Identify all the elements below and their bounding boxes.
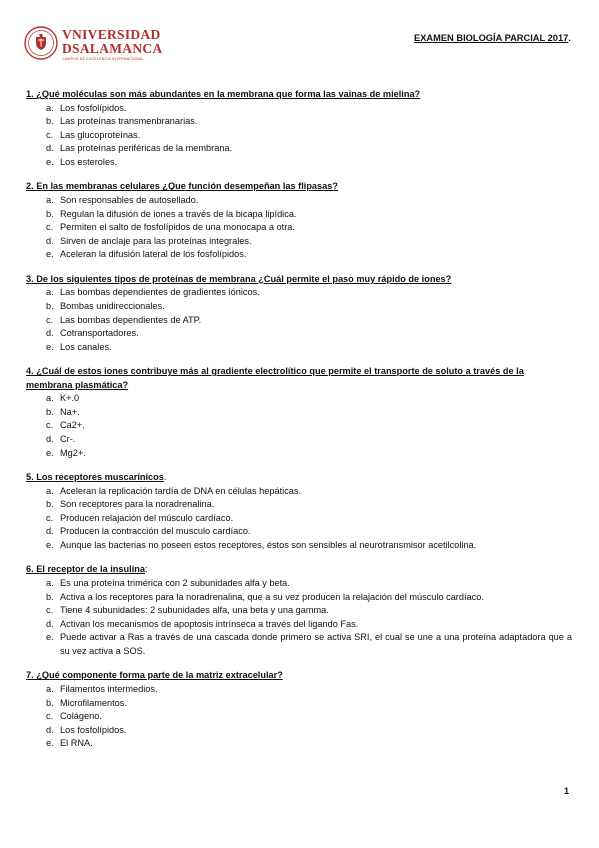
answer-option — [26, 591, 572, 605]
answer-option — [26, 156, 572, 170]
option-letter: b. — [46, 300, 54, 311]
answer-option — [26, 618, 572, 632]
university-logo — [24, 26, 163, 66]
option-text: Producen la contracción del musculo cardíaco. — [60, 526, 251, 537]
option-letter: d. — [46, 618, 54, 629]
question-1 — [26, 88, 572, 170]
options-list — [26, 194, 572, 262]
option-text: Sirven de anclaje para las proteínas integrales. — [60, 235, 252, 246]
question-5 — [26, 471, 572, 553]
option-letter: e. — [46, 738, 54, 749]
option-letter: b. — [46, 499, 54, 510]
option-letter: c. — [46, 314, 54, 325]
option-text: Puede activar a Ras a través de una cascada donde primero se activa SRI, el cual se une a una proteína adaptadora que a su vez activa a SOS. — [60, 632, 572, 656]
exam-title-text: EXAMEN BIOLOGÍA PARCIAL 2017 — [414, 33, 569, 43]
option-letter: a. — [46, 485, 54, 496]
logo-text-line1: VNIVERSIDAD — [62, 27, 161, 42]
answer-option — [26, 406, 572, 420]
option-letter: d. — [46, 143, 54, 154]
option-letter: d. — [46, 235, 54, 246]
option-letter: e. — [46, 341, 54, 352]
option-text: Las bombas dependientes de ATP. — [60, 314, 202, 325]
option-letter: b. — [46, 208, 54, 219]
option-text: Tiene 4 subunidades: 2 subunidades alfa, una beta y una gamma. — [60, 605, 329, 616]
option-letter: d. — [46, 434, 54, 445]
option-text: Son responsables de autosellado. — [60, 194, 199, 205]
question-title-text: 4. ¿Cuál de estos iones contribuye más al gradiente electrolítico que permite el transporte de soluto a través de la membrana plasmática? — [26, 366, 524, 390]
answer-option — [26, 208, 572, 222]
options-list — [26, 485, 572, 553]
option-letter: d. — [46, 526, 54, 537]
option-text: Bombas unidireccionales. — [60, 300, 165, 311]
answer-option — [26, 248, 572, 262]
option-text: Activan los mecanismos de apoptosis intrínseca a través del ligando Fas. — [60, 618, 359, 629]
answer-option — [26, 433, 572, 447]
option-text: Aceleran la replicación tardía de DNA en células hepáticas. — [60, 485, 302, 496]
answer-option — [26, 631, 572, 658]
question-4 — [26, 365, 572, 460]
answer-option — [26, 102, 572, 116]
question-7 — [26, 669, 572, 751]
answer-option — [26, 300, 572, 314]
answer-option — [26, 485, 572, 499]
question-3 — [26, 273, 572, 355]
option-letter: e. — [46, 540, 54, 550]
answer-option — [26, 194, 572, 208]
option-text: Aunque las bacterias no poseen estos receptores, éstos son sensibles al neurotransmisor acetilcolina. — [60, 540, 477, 550]
answer-option — [26, 286, 572, 300]
option-text: Los canales. — [60, 341, 112, 352]
option-letter: c. — [46, 222, 54, 233]
option-letter: a. — [46, 577, 54, 588]
answer-option — [26, 419, 572, 433]
question-title-text: 2. En las membranas celulares ¿Que función desempeñan las flipasas? — [26, 181, 338, 192]
option-text: Na+. — [60, 406, 80, 417]
question-title — [26, 273, 572, 287]
option-letter: e. — [46, 249, 54, 260]
question-title — [26, 180, 572, 194]
option-text: Las glucoproteínas. — [60, 129, 141, 140]
option-letter: a. — [46, 287, 54, 298]
options-list — [26, 683, 572, 751]
question-title-suffix: . — [163, 472, 167, 483]
option-text: Producen relajación del músculo cardíaco. — [60, 512, 234, 523]
answer-option — [26, 577, 572, 591]
options-list — [26, 392, 572, 460]
option-text: Permiten el salto de fosfolípidos de una monocapa a otra. — [60, 222, 295, 233]
option-letter: c. — [46, 711, 54, 722]
option-text: Aceleran la difusión lateral de los fosfolípidos. — [60, 249, 247, 260]
option-letter: e. — [46, 156, 54, 167]
option-letter: b. — [46, 697, 54, 708]
option-text: Regulan la difusión de iones a través de la bicapa lipídica. — [60, 208, 297, 219]
answer-option — [26, 115, 572, 129]
option-text: Filamentos intermedios. — [60, 683, 158, 694]
question-title-text: 3. De los siguientes tipos de proteínas de membrana ¿Cuál permite el paso muy rápido de iones? — [26, 273, 452, 284]
option-text: Son receptores para la noradrenalina. — [60, 499, 215, 510]
question-title-text: 1. ¿Qué moléculas son más abundantes en la membrana que forma las vainas de mielina? — [26, 89, 421, 99]
options-list — [26, 102, 572, 170]
option-text: Mg2+. — [60, 447, 86, 458]
question-title-suffix: : — [144, 564, 148, 575]
question-6 — [26, 563, 572, 658]
answer-option — [26, 512, 572, 526]
option-letter: c. — [46, 420, 54, 431]
question-title — [26, 669, 572, 683]
option-text: Las proteínas periféricas de la membrana. — [60, 143, 233, 154]
answer-option — [26, 498, 572, 512]
answer-option — [26, 604, 572, 618]
question-title — [26, 471, 572, 485]
answer-option — [26, 539, 572, 553]
university-crest-icon — [24, 26, 58, 60]
answer-option — [26, 525, 572, 539]
answer-option — [26, 697, 572, 711]
question-title-text: 5. Los receptores muscarínicos — [26, 472, 164, 483]
option-text: K+.0 — [60, 393, 80, 404]
answer-option — [26, 341, 572, 355]
page-number: 1 — [564, 786, 570, 796]
answer-option — [26, 724, 572, 738]
option-letter: a. — [46, 102, 54, 113]
answer-option — [26, 683, 572, 697]
answer-option — [26, 710, 572, 724]
answer-option — [26, 314, 572, 328]
exam-title — [414, 33, 571, 43]
option-text: Cotransportadores. — [60, 328, 139, 339]
answer-option — [26, 447, 572, 461]
option-letter: b. — [46, 406, 54, 417]
option-letter: a. — [46, 393, 54, 404]
option-letter: e. — [46, 632, 54, 643]
option-letter: b. — [46, 116, 54, 127]
option-text: Las proteínas transmenbranarias. — [60, 116, 198, 127]
option-text: Ca2+. — [60, 420, 85, 431]
answer-option — [26, 327, 572, 341]
option-letter: e. — [46, 447, 54, 458]
answer-option — [26, 221, 572, 235]
question-title-text: 6. El receptor de la insulina — [26, 564, 145, 575]
answer-option — [26, 737, 572, 751]
answer-option — [26, 142, 572, 156]
options-list — [26, 286, 572, 354]
option-text: Los esteroles. — [60, 156, 118, 167]
logo-subtitle: CAMPUS DE EXCELENCIA INTERNACIONAL — [62, 57, 144, 61]
option-letter: d. — [46, 724, 54, 735]
question-title — [26, 365, 572, 392]
option-text: Es una proteína trimérica con 2 subunidades alfa y beta. — [60, 577, 290, 588]
option-letter: c. — [46, 605, 54, 616]
exam-title-suffix: . — [568, 33, 571, 43]
answer-option — [26, 392, 572, 406]
option-text: Microfilamentos. — [60, 697, 127, 708]
option-letter: a. — [46, 194, 54, 205]
option-text: Activa a los receptores para la noradrenalina, que a su vez producen la relajación del músculo cardíaco. — [60, 591, 484, 602]
options-list — [26, 577, 572, 659]
option-text: El RNA. — [60, 738, 93, 749]
option-letter: b. — [46, 591, 54, 602]
option-text: Colágeno. — [60, 711, 102, 722]
option-text: Cr-. — [60, 434, 76, 445]
answer-option — [26, 235, 572, 249]
option-text: Los fosfolípidos. — [60, 102, 127, 113]
question-title — [26, 88, 572, 102]
option-text: Los fosfolípidos. — [60, 724, 127, 735]
question-title — [26, 563, 572, 577]
questions-list — [26, 88, 572, 762]
question-title-text: 7. ¿Qué componente forma parte de la matriz extracelular? — [26, 670, 283, 681]
option-letter: d. — [46, 328, 54, 339]
answer-option — [26, 129, 572, 143]
option-letter: a. — [46, 683, 54, 694]
logo-text-line2: DSALAMANCA — [62, 41, 163, 56]
option-text: Las bombas dependientes de gradientes iónicos. — [60, 287, 260, 298]
question-2 — [26, 180, 572, 262]
option-letter: c. — [46, 512, 54, 523]
option-letter: c. — [46, 129, 54, 140]
